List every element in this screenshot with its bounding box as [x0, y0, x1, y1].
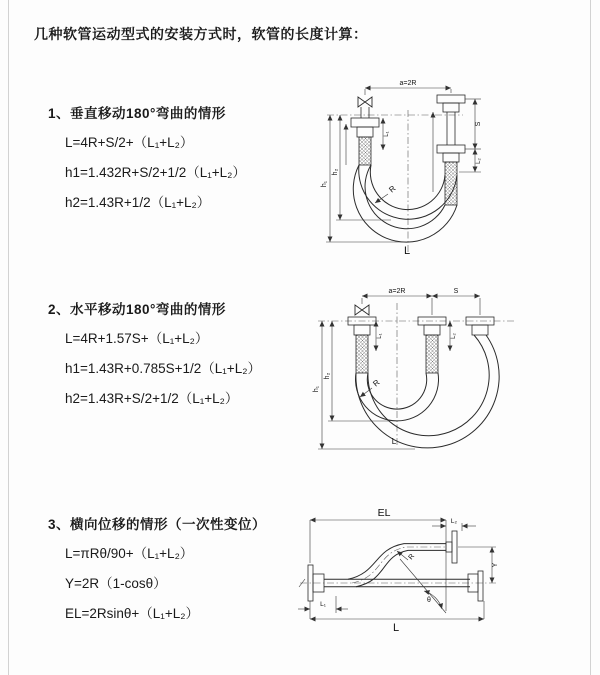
label-l: L [391, 437, 397, 446]
section-3-formula-EL: EL=2Rsinθ+（L₁+L₂） [65, 606, 199, 621]
label-r: R [387, 183, 398, 195]
dim-label-l2: L₂ [450, 518, 458, 525]
pipe-fitting-fixed [348, 317, 376, 373]
label-theta: θ [427, 597, 431, 604]
section-1-formula-L: L=4R+S/2+（L₁+L₂） [65, 135, 194, 150]
scan-edge-left [8, 0, 9, 675]
dim-label-l1: L₁ [384, 131, 390, 137]
section-2-formula-L: L=4R+1.57S+（L₁+L₂） [65, 331, 209, 346]
hose-s-curve [348, 544, 446, 587]
diagram-vertical-180-bend [313, 72, 558, 262]
dim-label-l2: L₂ [476, 158, 482, 164]
section-1-heading: 1、垂直移动180°弯曲的情形 [48, 106, 226, 121]
hose-braid-section [356, 335, 368, 373]
flange-original-end [468, 571, 483, 601]
dim-label-y: Y [492, 562, 499, 568]
dim-label-l: L [392, 622, 400, 634]
dim-label-h1: h₁ [313, 385, 320, 393]
dimension-l1 [298, 596, 348, 613]
dimension-a2r [365, 80, 451, 95]
section-3 [48, 515, 338, 629]
pipe-fitting-position-1 [418, 317, 446, 373]
dim-label-el: EL [377, 507, 391, 519]
dim-label-l2: L₂ [451, 333, 457, 339]
section-2-heading: 2、水平移动180°弯曲的情形 [48, 302, 226, 317]
dimension-l1 [383, 118, 390, 150]
section-2-formula-h1: h1=1.43R+0.785S+1/2（L₁+L₂） [65, 361, 261, 376]
dimension-l2 [450, 321, 457, 351]
section-1-formula-h2: h2=1.43R+1/2（L₁+L₂） [65, 195, 211, 210]
dimension-y [458, 547, 499, 583]
dimension-h1 [321, 115, 408, 242]
section-3-formula-Y: Y=2R（1-cosθ） [65, 576, 167, 591]
label-r: R [407, 552, 417, 562]
dim-label-a2r: a=2R [399, 80, 417, 87]
hose-braid-section [426, 335, 438, 373]
section-1 [48, 104, 338, 218]
dimension-a2r [362, 288, 480, 315]
dimension-s [432, 288, 480, 296]
diagram-lateral-displacement [296, 501, 508, 633]
valve-icon [355, 305, 369, 315]
hose-braid-section [359, 137, 371, 165]
section-2 [48, 300, 338, 414]
radius-callout [375, 184, 398, 203]
valve-icon [358, 97, 372, 107]
dim-label-a2r: a=2R [388, 288, 406, 295]
dim-label-h2: h₂ [324, 372, 331, 380]
flange-displaced-end [446, 531, 457, 563]
section-3-formula-L: L=πRθ/90+（L₁+L₂） [65, 546, 194, 561]
dim-label-h2: h₂ [332, 168, 339, 176]
section-2-formula-h2: h2=1.43R+S/2+1/2（L₁+L₂） [65, 391, 239, 406]
page-title: 几种软管运动型式的安装方式时，软管的长度计算： [34, 26, 368, 42]
section-1-formula-h1: h1=1.432R+S/2+1/2（L₁+L₂） [65, 165, 246, 180]
dimension-h2 [332, 115, 391, 220]
hose-u-bend [353, 165, 457, 242]
dim-label-l1: L₁ [320, 601, 326, 608]
dimension-l1 [376, 321, 383, 351]
dim-label-l1: L₁ [377, 333, 383, 339]
dimension-l2 [475, 149, 482, 172]
angle-theta-callout [400, 559, 446, 613]
left-pipe-fitting [351, 107, 379, 165]
scan-edge-right [590, 0, 591, 675]
dim-label-s: S [475, 121, 482, 127]
section-3-heading: 3、横向位移的情形（一次性变位） [48, 517, 267, 532]
label-r: R [371, 377, 382, 389]
pipe-fitting-position-2 [466, 317, 494, 335]
diagram-horizontal-180-bend [310, 281, 555, 466]
label-l: L [403, 245, 411, 257]
dim-label-h1: h₁ [321, 180, 328, 188]
dim-label-s: S [453, 288, 459, 295]
